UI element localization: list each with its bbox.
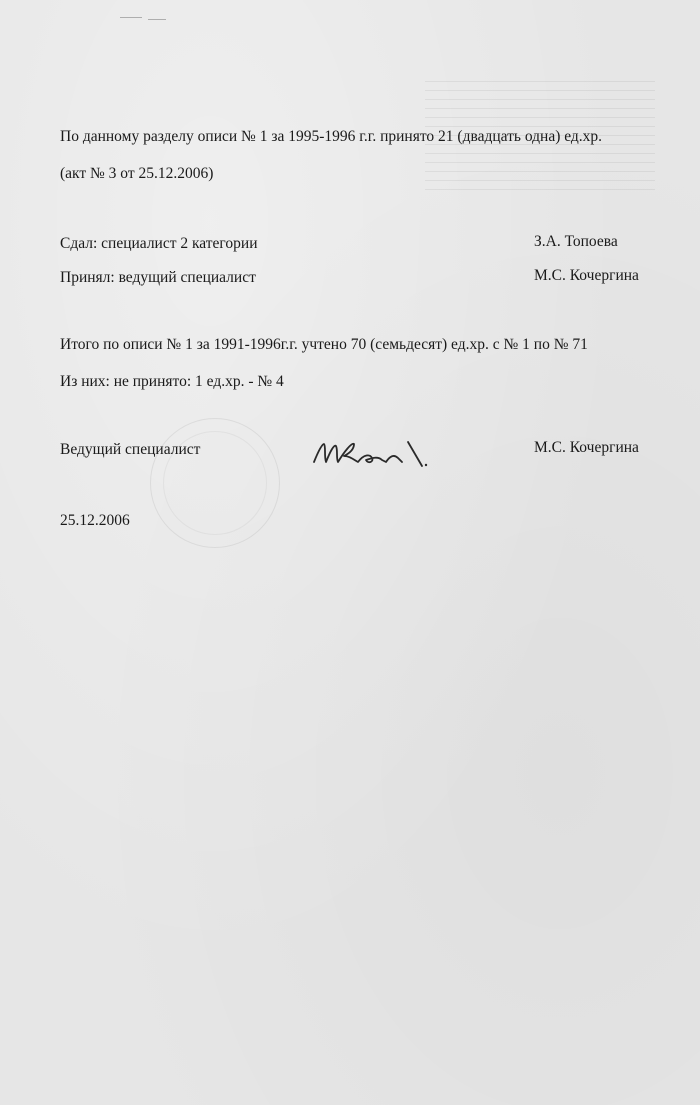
summary-line-2: (акт № 3 от 25.12.2006) [60,165,214,182]
handwritten-signature [308,432,458,472]
total-line: Итого по описи № 1 за 1991-1996г.г. учтено 70 (семьдесят) ед.хр. с № 1 по № 71 [60,336,588,353]
scan-artifact [148,19,166,20]
faint-stamp-seal [150,418,280,548]
handed-over-label: Сдал: специалист 2 категории [60,235,258,252]
scan-artifact [120,17,142,18]
handed-over-name: З.А. Топоева [534,233,618,250]
document-date: 25.12.2006 [60,512,130,529]
summary-line-1: По данному разделу описи № 1 за 1995-1996 г.г. принято 21 (двадцать одна) ед.хр. [60,128,603,145]
received-name: М.С. Кочергина [534,267,639,284]
lead-specialist-name: М.С. Кочергина [534,439,639,456]
received-label: Принял: ведущий специалист [60,269,256,286]
lead-specialist-label: Ведущий специалист [60,441,201,458]
not-accepted-line: Из них: не принято: 1 ед.хр. - № 4 [60,373,284,390]
